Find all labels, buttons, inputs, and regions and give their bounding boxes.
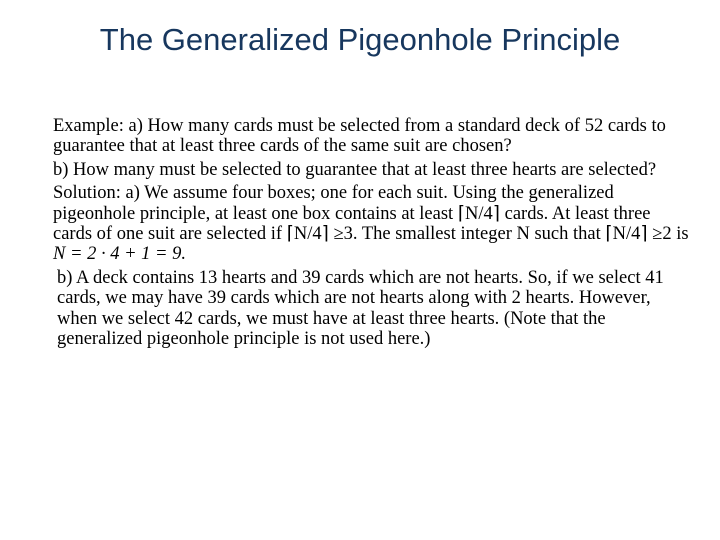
slide-title: The Generalized Pigeonhole Principle	[99, 22, 621, 57]
solution-part-a-equation: N = 2 · 4 + 1 = 9.	[53, 244, 187, 265]
example-paragraph	[53, 116, 693, 157]
solution-part-b: b) A deck contains 13 hearts and 39 cards which are not hearts. So, if we select 41 cards, we may have 39 cards which are not hearts along with 2 hearts. However, when we select 42 cards, we must have at least three hearts. (Note that the generalized pigeonhole principle is not used here.)	[57, 267, 664, 350]
solution-paragraph	[53, 183, 693, 265]
example-part-b: b) How many must be selected to guarantee that at least three hearts are selected?	[53, 159, 657, 180]
slide-body	[53, 116, 693, 349]
solution-label: Solution:	[53, 183, 121, 204]
solution-part-a: a) We assume four boxes; one for each suit. Using the generalized pigeonhole principle, at least one box contains at least ⌈N/4⌉ cards. At least three cards of one suit are selected if ⌈N/4⌉ ≥3. The smallest integer N such that ⌈N/4⌉ ≥2 is	[53, 183, 689, 245]
example-label: Example:	[53, 116, 124, 136]
example-part-a: a) How many cards must be selected from a standard deck of 52 cards to guarantee that at least three cards of the same suit are chosen?	[53, 116, 666, 157]
